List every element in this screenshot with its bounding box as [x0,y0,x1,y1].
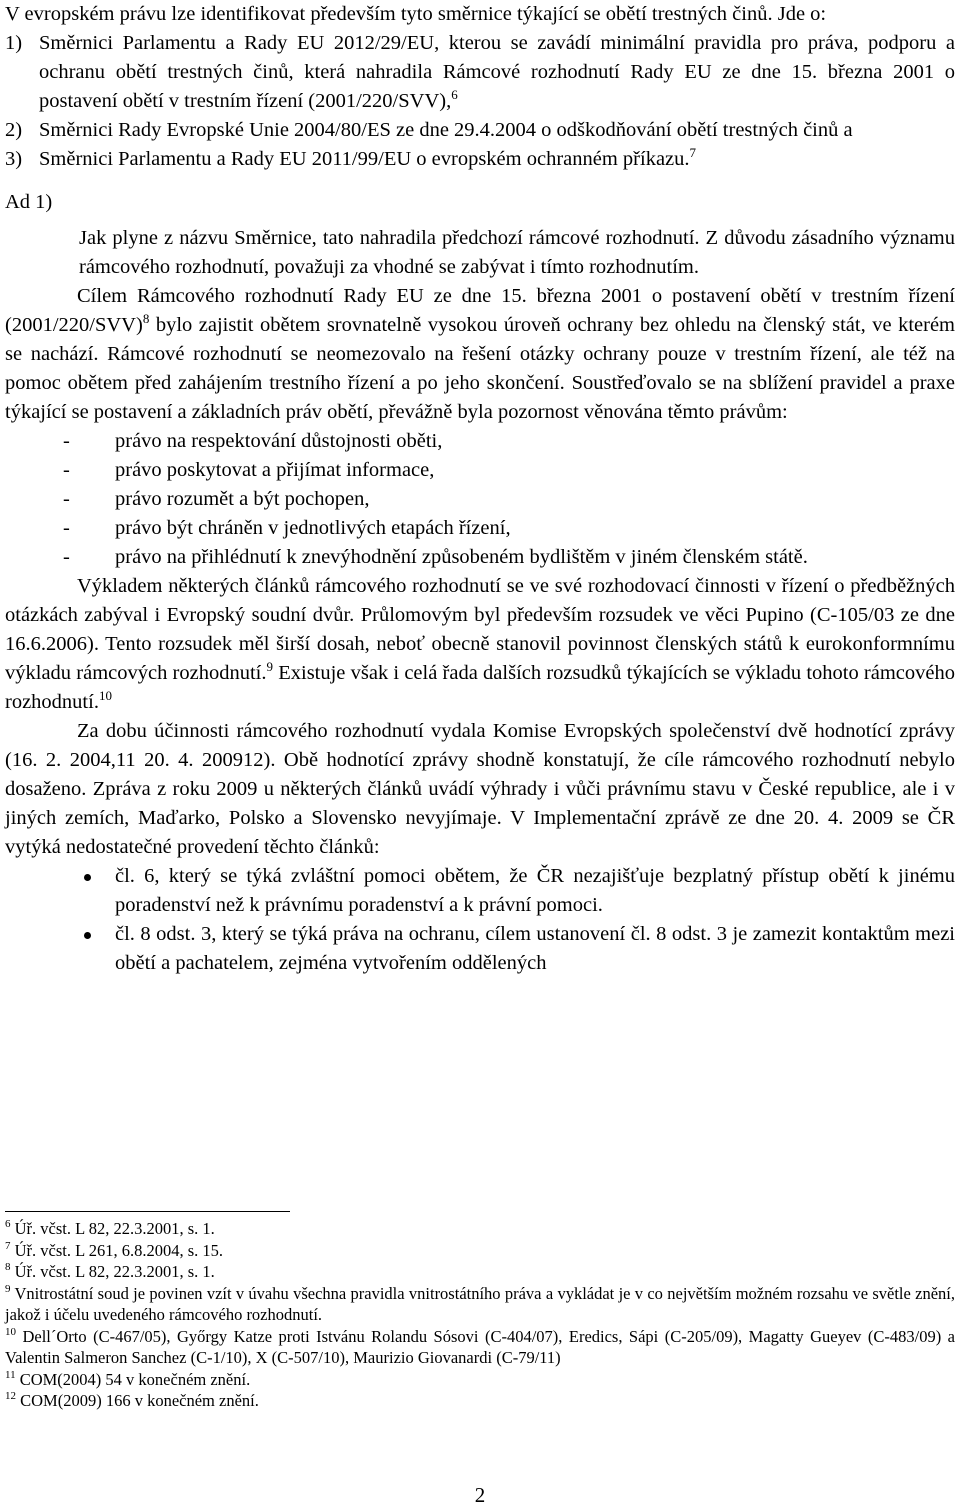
footnote-text: COM(2009) 166 v konečném znění. [20,1391,259,1410]
footnote [5,1390,955,1412]
articles-text: čl. 8 odst. 3, který se týká práva na ochranu, cílem ustanovení čl. 8 odst. 3 je zamezit kontaktům mezi obětí a pachatelem, zejména vytvořením oddělených [115,923,955,974]
footnote [5,1240,955,1262]
ad1-p3-text-b: Existuje však i celá řada dalších rozsudků týkajících se výkladu tohoto rámcového rozhodnutí. [5,662,955,713]
rights-item [5,427,955,456]
bullet-icon [84,874,91,881]
rights-item [5,456,955,485]
ad1-paragraph-4: Za dobu účinnosti rámcového rozhodnutí vydala Komise Evropských společenství dvě hodnotící zprávy (16. 2. 2004,11 20. 4. 200912). Obě hodnotící zprávy shodně konstatují, že cíle rámcového rozhodnutí nebylo dosaženo. Zpráva z roku 2009 u některých článků uvádí výhrady i vůči právnímu stavu v České republice, ale i v jiných zemích, Maďarko, Polsko a Slovensko nevyjímaje. V Implementační zprávě ze dne 20. 4. 2009 se ČR vytýká nedostatečné provedení těchto článků: [5,720,955,858]
footnote-number: 9 [5,1282,11,1295]
ad1-paragraph-1 [5,224,955,282]
directive-number: 1) [5,32,23,54]
footnote-number: 11 [5,1368,16,1381]
directive-item [5,145,955,174]
footnote-number: 7 [5,1239,11,1252]
footnote [5,1261,955,1283]
rights-list [5,427,955,572]
articles-item [5,862,955,920]
directive-list [5,29,955,174]
rights-text: právo rozumět a být pochopen, [115,488,370,510]
footnote-number: 10 [5,1325,16,1338]
page-number: 2 [474,1483,486,1507]
directive-text: Směrnici Parlamentu a Rady EU 2012/29/EU, kterou se zavádí minimální pravidla pro práva, podporu a ochranu obětí trestných činů, která nahradila Rámcové rozhodnutí Rady EU ze dne 15. března 2001 o postavení obětí v trestním řízení (2001/220/SVV), [39,32,955,112]
main-text [5,0,955,978]
rights-text: právo na respektování důstojnosti oběti, [115,430,443,452]
directive-number: 3) [5,148,23,170]
rights-text: právo být chráněn v jednotlivých etapách řízení, [115,517,511,539]
ad1-paragraph-2 [5,282,955,427]
footnote [5,1326,955,1369]
footnotes [5,1211,955,1412]
section-label: Ad 1) [5,191,53,213]
directive-text: Směrnici Rady Evropské Unie 2004/80/ES ze dne 29.4.2004 o odškodňování obětí trestných činů a [39,119,853,141]
footnote-number: 8 [5,1261,11,1273]
rights-text: právo poskytovat a přijímat informace, [115,459,435,481]
footnote-text: Dell´Orto (C-467/05), Győrgy Katze proti Istvánu Rolandu Sósovi (C-404/07), Eredics, Sápi (C-205/09), Magatty Gueyev (C-483/09) a Valentin Salmeron Sanchez (C-1/10), X (C-507/10), Maurizio Giovanardi (C-79/11) [5,1326,955,1367]
rights-item [5,543,955,572]
rights-text: právo na přihlédnutí k znevýhodnění způsobeném bydlištěm v jiném členském státě. [115,546,808,568]
ad1-paragraph-3 [5,572,955,717]
footnote-text: Úř. včst. L 261, 6.8.2004, s. 15. [14,1240,224,1260]
footnote-text: Úř. včst. L 82, 22.3.2001, s. 1. [14,1262,215,1281]
footnote-ref[interactable]: 10 [98,688,112,703]
footnote-ref[interactable]: 7 [689,145,697,160]
dash-marker: - [63,430,70,452]
articles-text: čl. 6, který se týká zvláštní pomoci obětem, že ČR nezajišťuje bezplatný přístup obětí k jinému poradenství než k právnímu poradenství a k právní pomoci. [115,865,955,916]
directive-item [5,29,955,116]
footnote-number: 12 [5,1390,16,1402]
rights-item [5,485,955,514]
footnote-text: Úř. včst. L 82, 22.3.2001, s. 1. [14,1219,215,1238]
ad1-p2-text-b: bylo zajistit obětem srovnatelně vysokou úroveň ochrany bez ohledu na členský stát, ve kterém se nachází. Rámcové rozhodnutí se neomezovalo na řešení otázky ochrany pouze v trestním řízení, ale též na pomoc obětem před zahájením trestního řízení a po jeho skončení. Soustřeďovalo se na sblížení pravidel a praxe týkající se postavení a základních práv obětí, převážně byla pozornost věnována těmto právům: [5,314,955,423]
dash-marker: - [63,459,70,481]
directive-number: 2) [5,119,23,141]
footnote-text: Vnitrostátní soud je povinen vzít v úvahu všechna pravidla vnitrostátního práva a vykládat je v co největším možném rozsahu ve světle znění, jakož i účelu uvedeného rámcového rozhodnutí. [5,1283,955,1324]
articles-list [5,862,955,978]
bullet-icon [84,932,91,939]
footnote-ref[interactable]: 8 [142,311,150,326]
footnote-ref[interactable]: 9 [266,659,273,674]
footnote [5,1369,955,1391]
footnote-separator [5,1211,290,1212]
footnote-ref[interactable]: 6 [451,87,458,102]
dash-marker: - [63,517,70,539]
directive-text: Směrnici Parlamentu a Rady EU 2011/99/EU o evropském ochranném příkazu. [39,148,690,170]
ad1-p1-text: Jak plyne z názvu Směrnice, tato nahradila předchozí rámcové rozhodnutí. Z důvodu zásadního významu rámcového rozhodnutí, považuji za vhodné se zabývat i tímto rozhodnutím. [79,227,955,278]
footnote-text: COM(2004) 54 v konečném znění. [19,1369,251,1389]
dash-marker: - [63,546,70,568]
articles-item [5,920,955,978]
dash-marker: - [63,488,70,510]
ad1-p3-text-a: Výkladem některých článků rámcového rozhodnutí se ve své rozhodovací činnosti v řízení o předběžných otázkách zabýval i Evropský soudní dvůr. Průlomovým byl především rozsudek ve věci Pupino (C-105/03 ze dne 16.6.2006). Tento rozsudek měl širší dosah, neboť obecně stanovil povinnost členských států k eurokonformnímu výkladu rámcových rozhodnutí. [5,575,955,684]
footnote [5,1218,955,1240]
directive-item [5,116,955,145]
intro-paragraph: V evropském právu lze identifikovat především tyto směrnice týkající se obětí trestných činů. Jde o: [5,3,827,25]
ad1-p2-text-a: Cílem Rámcového rozhodnutí Rady EU ze dne 15. března 2001 o postavení obětí v trestním řízení (2001/220/SVV) [5,285,955,336]
footnote [5,1283,955,1326]
footnote-number: 6 [5,1218,11,1230]
rights-item [5,514,955,543]
